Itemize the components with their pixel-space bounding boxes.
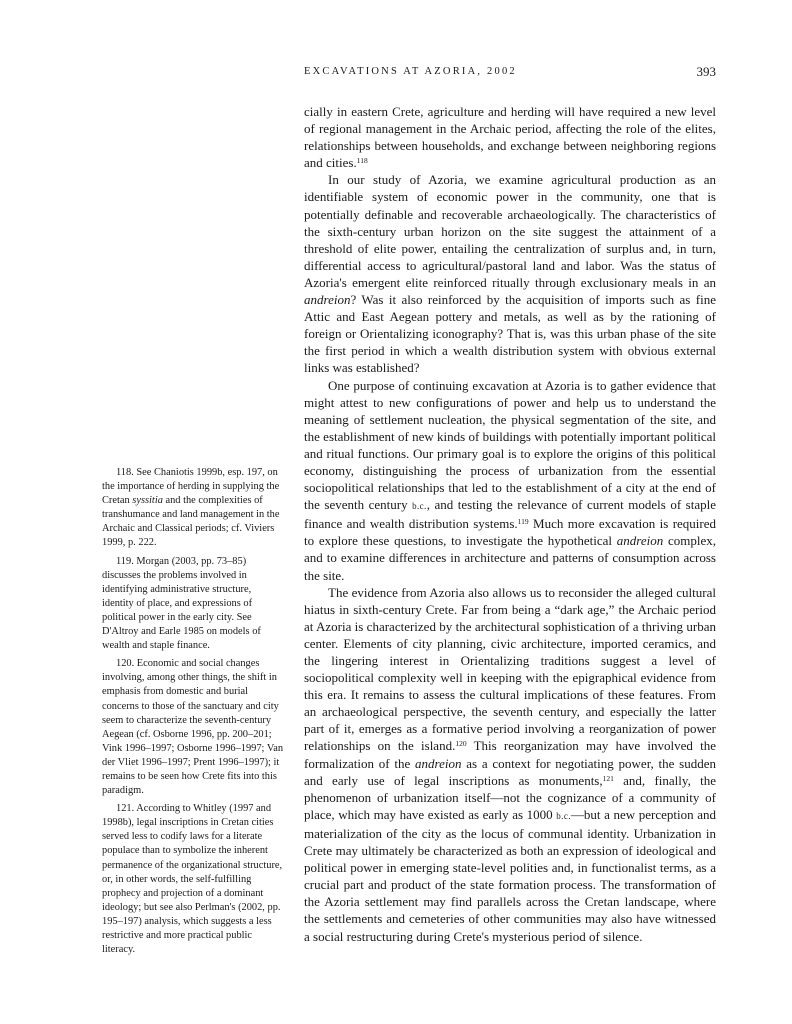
italic-term: andreion: [415, 755, 462, 771]
running-head: [304, 66, 716, 84]
text: 119. Morgan (2003, pp. 73–85) discusses the problems involved in identifying administrative structure, identity of place, and expressions of political power in the early city. See D'Altroy and Earle 1985 on models of wealth and staple finance.: [102, 555, 261, 652]
note-121: [102, 802, 284, 957]
footnote-ref-120: 120: [455, 739, 467, 749]
text: 120. Economic and social changes involving, among other things, the shift in emphasis from domestic and burial concerns to those of the sanctuary and city seem to characterize the seventh-century Aegean (cf. Osborne 1996, pp. 200–201; Vink 1996–1997; Osborne 1996–1997; Van der Vliet 1996–1997; Prent 1996–1997); it remains to be seen how Crete fits into this paradigm.: [102, 658, 284, 797]
text: cially in eastern Crete, agriculture and herding will have required a new level of regional management in the Archaic period, affecting the role of the elites, relationships between households, and exchange between neighboring regions and cities.: [304, 104, 716, 171]
italic-term: andreion: [616, 533, 664, 549]
text: ? Was it also reinforced by the acquisition of imports such as fine Attic and East Aegean pottery and metals, as well as by the rationing of foreign or Orientalizing iconography? That is, was this urban phase of the site the first period in which a wealth distribution system with obvious external links was established?: [304, 292, 716, 376]
italic-term: syssitia: [132, 495, 163, 507]
text: complex, and to examine differences in architecture and patterns of consumption across the site.: [304, 533, 717, 583]
paragraph-2: [304, 171, 716, 376]
text: , and testing the relevance of current models of staple finance and wealth distribution systems.: [304, 497, 717, 532]
paragraph-1: [304, 103, 716, 171]
text: and, finally, the phenomenon of urbanization itself—not the cognizance of a community of place, which may have existed as early as 1000: [304, 772, 716, 822]
page-number: 393: [696, 64, 716, 79]
small-caps-era: b.c.: [412, 501, 427, 512]
footnote-ref-119: 119: [517, 517, 529, 527]
text: Much more excavation is required to explore these questions, to investigate the hypothetical: [304, 516, 717, 549]
text: One purpose of continuing excavation at Azoria is to gather evidence that might attest to new configurations of power and help us to understand the meaning of settlement nucleation, the physical segmentation of the site, and the establishment of new kinds of buildings with potentially important political and ritual functions. Our primary goal is to explore the origins of this political economy, distinguishing the process of urbanization from the essential sociopolitical relationships that led to the establishment of a city at the end of the seventh century: [304, 377, 716, 513]
note-118: [102, 466, 284, 551]
text: The evidence from Azoria also allows us to reconsider the alleged cultural hiatus in sixth-century Crete. Far from being a “dark age,” the Archaic period at Azoria is characterized by the architectural sophistication of a thriving urban center. Elements of city planning, civic architecture, imported ceramics, and the lingering interest in Orientalizing traditions suggest a level of sociopolitical complexity well in keeping with the epigraphical evidence from this era. It remains to assess the cultural implications of these features. From an archaeological perspective, the seventh century, and especially the latter part of it, emerges as a formative period involving a reorganization of power relationships on the island.: [304, 584, 716, 754]
text: —but a new perception and materialization of the city as the locus of communal identity. Urbanization in Crete may ultimately be characterized as both an expression of ideological and political power in emerging state-level polities and, in functionalist terms, as a crucial part and product of the state formation process. The transformation of the Azoria settlement may find parallels across the Cretan landscape, where the settlements and cemeteries of other communities may also have witnessed a social restructuring during Crete's mysterious period of silence.: [304, 806, 716, 944]
footnote-ref-121: 121: [602, 773, 614, 783]
footnote-ref-118: 118: [356, 156, 368, 166]
main-text-column: [304, 103, 716, 945]
italic-term: andreion: [304, 292, 351, 308]
text: This reorganization may have involved the formalization of the: [304, 738, 716, 771]
margin-notes: [102, 466, 284, 961]
text: 118. See Chaniotis 1999b, esp. 197, on the importance of herding in supplying the Cretan: [102, 467, 280, 507]
running-title: EXCAVATIONS AT AZORIA, 2002: [304, 66, 517, 77]
small-caps-era: b.c.: [556, 810, 571, 821]
text: 121. According to Whitley (1997 and 1998b), legal inscriptions in Cretan cities served less to codify laws for a literate populace than to symbolize the inherent permanence of the organizational structure, or, in other words, the self-fulfilling prophecy and projection of a dominant ideology; but see also Perlman's (2002, pp. 195–197) analysis, which suggests a less restrictive and more practical public literacy.: [102, 803, 283, 956]
text: In our study of Azoria, we examine agricultural production as an identifiable system of economic power in the community, one that is potentially definable and recoverable archaeologically. The characteristics of the sixth-century urban horizon on the site suggest the attainment of a threshold of elite power, entailing the centralization of surplus and, in turn, differential access to agricultural/pastoral land and labor. Was the status of Azoria's emergent elite reinforced ritually through exclusionary meals in an: [304, 172, 716, 290]
note-120: [102, 657, 284, 798]
paragraph-4: [304, 584, 716, 945]
text: and the complexities of transhumance and land management in the Archaic and Classical periods; cf. Viviers 1999, p. 222.: [102, 495, 280, 549]
note-119: [102, 555, 284, 654]
text: as a context for negotiating power, the sudden and early use of legal inscriptions as monuments,: [304, 755, 716, 788]
paragraph-3: [304, 377, 716, 584]
